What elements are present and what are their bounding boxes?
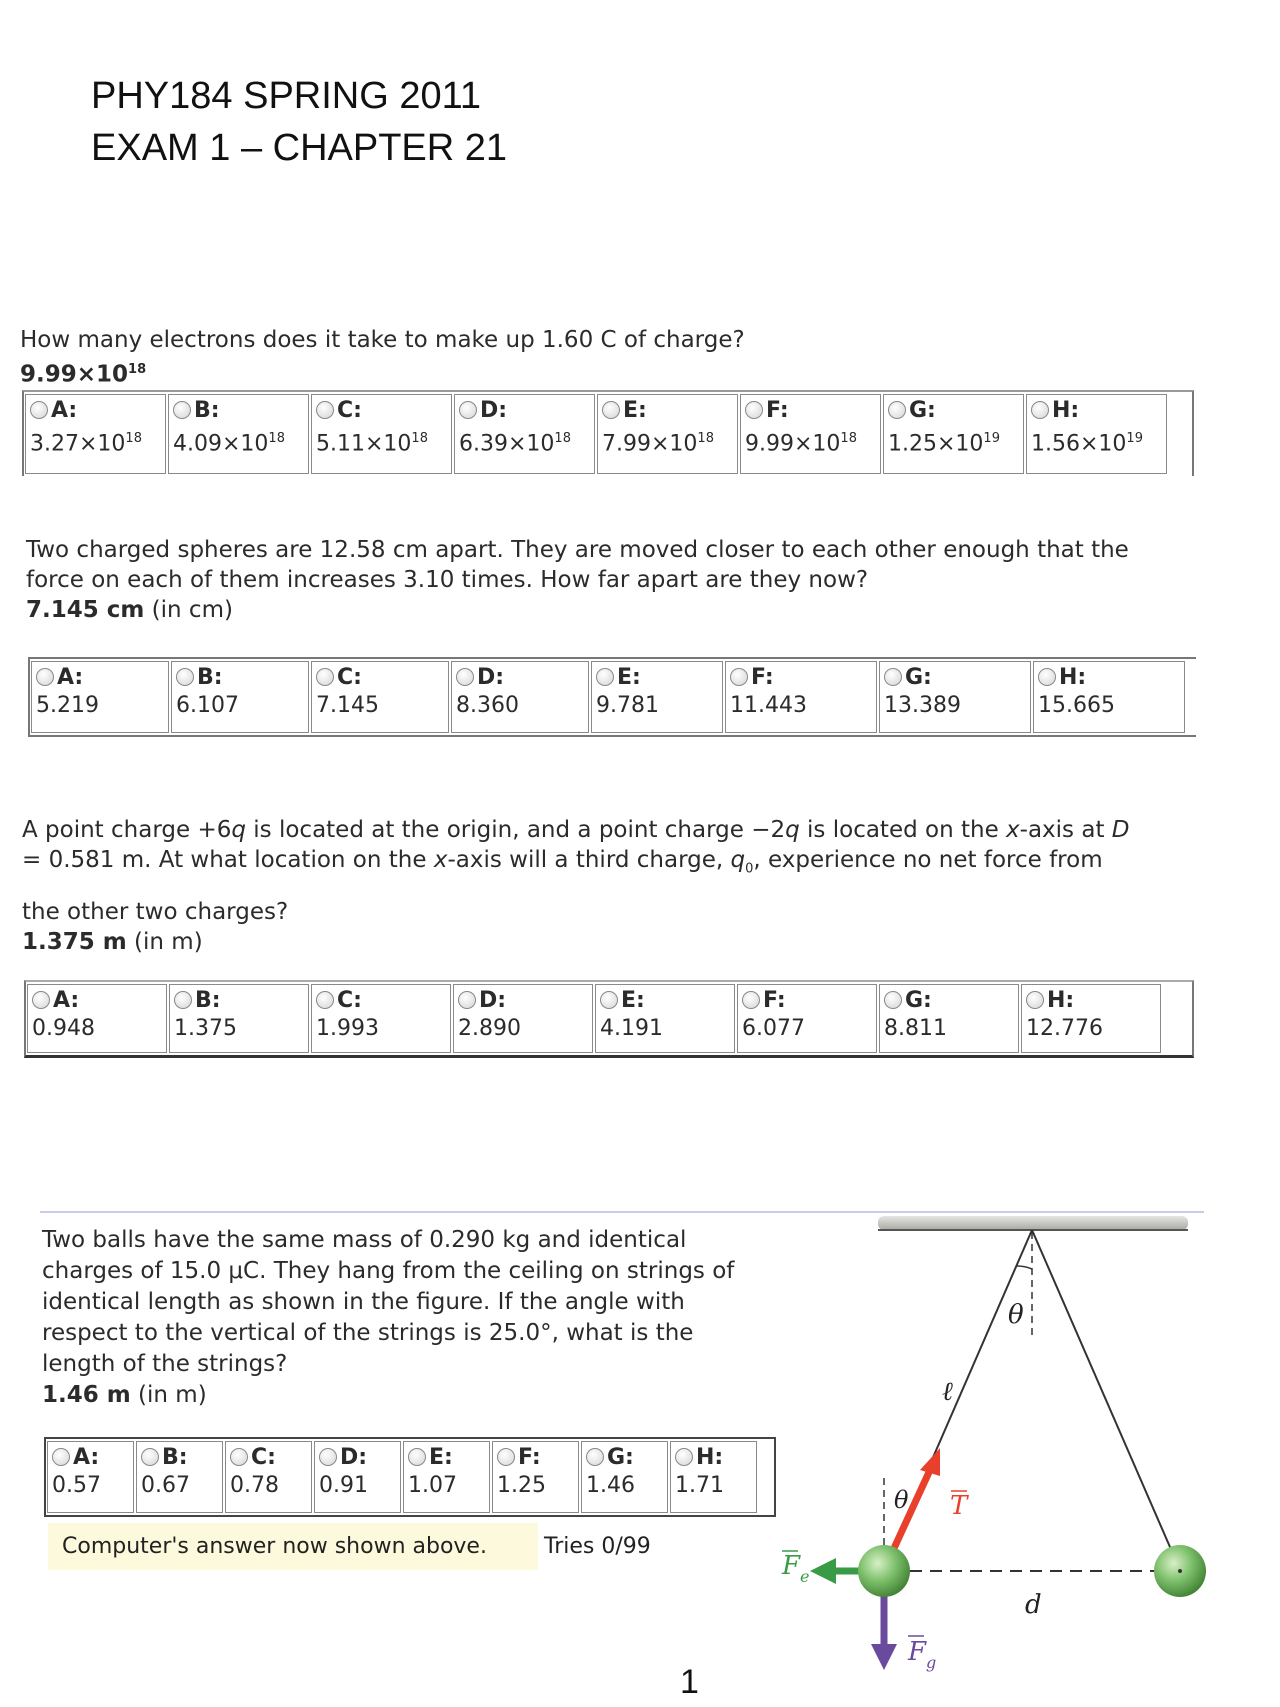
course-title: PHY184 SPRING 2011	[91, 75, 482, 117]
right-string	[1032, 1230, 1180, 1570]
question-1-choices	[22, 390, 1194, 476]
gravity-arrowhead	[871, 1644, 897, 1670]
right-ball-center	[1178, 1569, 1182, 1573]
question-3-choices	[24, 980, 1194, 1058]
question-4-line1: Two balls have the same mass of 0.290 kg and identical	[42, 1227, 687, 1253]
choice-h[interactable]: H: $1.56\times 10^{19}$	[1026, 394, 1167, 474]
question-1	[20, 325, 745, 390]
radio-icon[interactable]	[459, 401, 477, 419]
radio-icon[interactable]	[141, 1448, 159, 1466]
question-4-line3: identical length as shown in the figure. If the angle with	[42, 1289, 685, 1315]
choice-f[interactable]: F: 1.25	[492, 1441, 579, 1513]
question-1-text: How many electrons does it take to make up 1.60 C of charge?	[20, 327, 745, 353]
choice-f[interactable]: F: 6.077	[737, 984, 877, 1053]
theta-label-top: θ	[1008, 1300, 1024, 1330]
radio-icon[interactable]	[888, 401, 906, 419]
choice-d[interactable]: D: $6.39\times 10^{18}$	[454, 394, 595, 474]
choice-c[interactable]: C: 7.145	[311, 661, 449, 733]
gravity-label: $F_g$	[908, 1637, 937, 1672]
choice-h[interactable]: H: 12.776	[1021, 984, 1161, 1053]
radio-icon[interactable]	[458, 991, 476, 1009]
radio-icon[interactable]	[742, 991, 760, 1009]
choice-e[interactable]: E: 4.191	[595, 984, 735, 1053]
radio-icon[interactable]	[230, 1448, 248, 1466]
question-4-answer: 1.46 m (in m)	[42, 1382, 207, 1408]
choice-g[interactable]: G: 8.811	[879, 984, 1019, 1053]
radio-icon[interactable]	[1031, 401, 1049, 419]
choice-e[interactable]: E: 9.781	[591, 661, 723, 733]
choice-b[interactable]: B: $4.09\times 10^{18}$	[168, 394, 309, 474]
choice-e[interactable]: E: 1.07	[403, 1441, 490, 1513]
question-3-line2: = 0.581 m. At what location on the x-axis will a third charge, $q_0$, experience no net force from	[22, 847, 1103, 877]
choice-h[interactable]: H: 15.665	[1033, 661, 1185, 733]
question-2-choices	[28, 657, 1196, 737]
radio-icon[interactable]	[600, 991, 618, 1009]
choice-a[interactable]: A: $3.27\times 10^{18}$	[25, 394, 166, 474]
question-3-line3: the other two charges?	[22, 898, 289, 925]
choice-g[interactable]: G: $1.25\times 10^{19}$	[883, 394, 1024, 474]
question-4-line5: length of the strings?	[42, 1351, 288, 1377]
radio-icon[interactable]	[730, 668, 748, 686]
choice-c[interactable]: C: $5.11\times 10^{18}$	[311, 394, 452, 474]
left-ball	[858, 1545, 910, 1597]
electric-force-label: $F_e$	[782, 1551, 810, 1586]
question-1-answer: $9.99\times 10^{18}$	[20, 361, 147, 388]
radio-icon[interactable]	[602, 401, 620, 419]
electric-force-arrowhead	[810, 1558, 836, 1584]
question-2-line2: force on each of them increases 3.10 times. How far apart are they now?	[26, 567, 869, 593]
radio-icon[interactable]	[586, 1448, 604, 1466]
choice-e[interactable]: E: $7.99\times 10^{18}$	[597, 394, 738, 474]
question-3-answer: 1.375 m (in m)	[22, 928, 203, 955]
document-header	[91, 70, 507, 174]
choice-h[interactable]: H: 1.71	[670, 1441, 757, 1513]
choice-b[interactable]: B: 1.375	[169, 984, 309, 1053]
choice-g[interactable]: G: 1.46	[581, 1441, 668, 1513]
question-3-line1: A point charge +6q is located at the origin, and a point charge −2q is located on the x-axis at D	[22, 817, 1130, 843]
question-4-choices	[44, 1437, 776, 1517]
radio-icon[interactable]	[173, 401, 191, 419]
choice-f[interactable]: F: $9.99\times 10^{18}$	[740, 394, 881, 474]
length-label: ℓ	[942, 1377, 953, 1407]
question-4-line2: charges of 15.0 μC. They hang from the ceiling on strings of	[42, 1258, 735, 1284]
choice-c[interactable]: C: 1.993	[311, 984, 451, 1053]
ceiling	[878, 1216, 1188, 1230]
choice-d[interactable]: D: 2.890	[453, 984, 593, 1053]
choice-a[interactable]: A: 0.57	[47, 1441, 134, 1513]
question-4	[42, 1225, 782, 1411]
choice-a[interactable]: A: 5.219	[31, 661, 169, 733]
choice-f[interactable]: F: 11.443	[725, 661, 877, 733]
radio-icon[interactable]	[316, 991, 334, 1009]
radio-icon[interactable]	[884, 991, 902, 1009]
choice-b[interactable]: B: 0.67	[136, 1441, 223, 1513]
radio-icon[interactable]	[52, 1448, 70, 1466]
radio-icon[interactable]	[497, 1448, 515, 1466]
choice-d[interactable]: D: 8.360	[451, 661, 589, 733]
status-message: Computer's answer now shown above.	[48, 1523, 538, 1570]
radio-icon[interactable]	[36, 668, 54, 686]
tension-arrowhead	[920, 1448, 940, 1476]
question-2-answer: 7.145 cm (in cm)	[26, 597, 233, 623]
radio-icon[interactable]	[174, 991, 192, 1009]
radio-icon[interactable]	[408, 1448, 426, 1466]
choice-d[interactable]: D: 0.91	[314, 1441, 401, 1513]
choice-g[interactable]: G: 13.389	[879, 661, 1031, 733]
top-angle-arc	[1016, 1266, 1032, 1269]
distance-label: d	[1025, 1590, 1042, 1620]
radio-icon[interactable]	[675, 1448, 693, 1466]
page-number: 1	[680, 1663, 699, 1701]
radio-icon[interactable]	[30, 401, 48, 419]
radio-icon[interactable]	[316, 401, 334, 419]
choice-a[interactable]: A: 0.948	[27, 984, 167, 1053]
exam-title: EXAM 1 – CHAPTER 21	[91, 127, 508, 169]
tension-label: T	[950, 1491, 968, 1521]
hanging-balls-figure	[770, 1208, 1220, 1678]
question-4-line4: respect to the vertical of the strings is 25.0°, what is the	[42, 1320, 694, 1346]
tries-counter: Tries 0/99	[544, 1534, 651, 1559]
radio-icon[interactable]	[456, 668, 474, 686]
radio-icon[interactable]	[316, 668, 334, 686]
radio-icon[interactable]	[1038, 668, 1056, 686]
radio-icon[interactable]	[596, 668, 614, 686]
choice-b[interactable]: B: 6.107	[171, 661, 309, 733]
question-2	[26, 535, 1129, 625]
radio-icon[interactable]	[319, 1448, 337, 1466]
radio-icon[interactable]	[745, 401, 763, 419]
radio-icon[interactable]	[32, 991, 50, 1009]
radio-icon[interactable]	[176, 668, 194, 686]
question-2-line1: Two charged spheres are 12.58 cm apart. They are moved closer to each other enough that the	[26, 537, 1129, 563]
choice-c[interactable]: C: 0.78	[225, 1441, 312, 1513]
radio-icon[interactable]	[884, 668, 902, 686]
question-3	[22, 815, 1202, 957]
theta-label-ball: θ	[894, 1486, 909, 1514]
radio-icon[interactable]	[1026, 991, 1044, 1009]
